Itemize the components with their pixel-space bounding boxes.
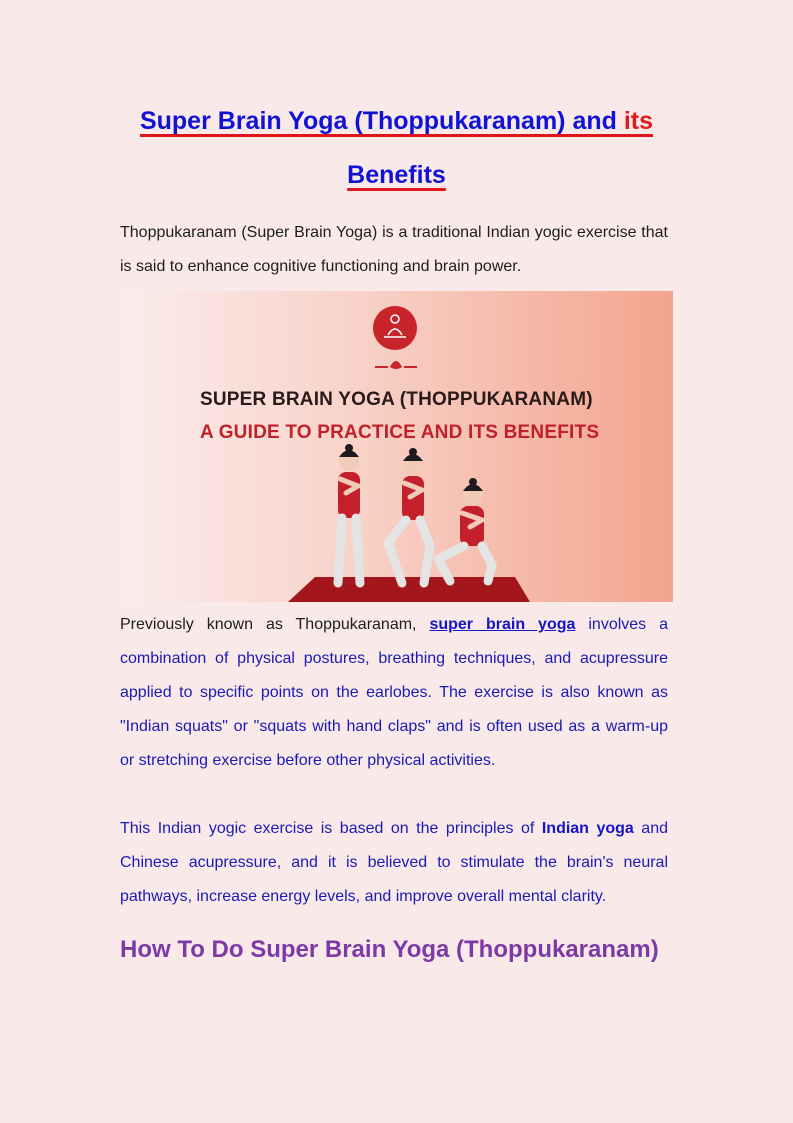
yoga-figure-half-squat bbox=[388, 448, 430, 583]
description-rest: involves a combination of physical postures, breathing techniques, and acupressure applied to specific points on the earlobes. The exercise is also known as "Indian squats" or "squats with hand claps" and is often used as a warm-up or stretching exercise before other physical activities. bbox=[120, 616, 669, 769]
indian-yoga-term: Indian yoga bbox=[541, 820, 634, 837]
banner-title-line-2: A GUIDE TO PRACTICE AND ITS BENEFITS bbox=[200, 422, 600, 443]
yoga-figure-standing bbox=[338, 444, 360, 583]
title-part-1: Super Brain Yoga (Thoppukaranam) and bbox=[139, 107, 624, 135]
lotus-icon bbox=[375, 361, 417, 369]
principles-paragraph bbox=[120, 812, 668, 914]
section-heading: How To Do Super Brain Yoga (Thoppukaranam) bbox=[120, 936, 659, 963]
yoga-mat bbox=[288, 577, 530, 602]
principles-rest: and Chinese acupressure, and it is believed to stimulate the brain's neural pathways, increase energy levels, and improve overall mental clarity. bbox=[120, 820, 668, 905]
banner-illustration bbox=[120, 291, 673, 602]
super-brain-yoga-link[interactable]: super brain yoga bbox=[429, 616, 576, 633]
page-title bbox=[120, 94, 673, 202]
title-part-2: its bbox=[623, 107, 654, 135]
title-part-3: Benefits bbox=[347, 161, 446, 189]
principles-lead: This Indian yogic exercise is based on the principles of bbox=[120, 820, 542, 837]
meditation-logo-icon bbox=[373, 306, 417, 350]
article-banner-image bbox=[120, 291, 673, 602]
description-paragraph bbox=[120, 608, 668, 778]
intro-paragraph: Thoppukaranam (Super Brain Yoga) is a traditional Indian yogic exercise that is said to enhance cognitive functioning and brain power. bbox=[120, 224, 668, 275]
description-lead: Previously known as Thoppukaranam, bbox=[120, 616, 430, 633]
yoga-figure-full-squat bbox=[438, 478, 492, 581]
banner-title-line-1: SUPER BRAIN YOGA (THOPPUKARANAM) bbox=[200, 389, 593, 410]
